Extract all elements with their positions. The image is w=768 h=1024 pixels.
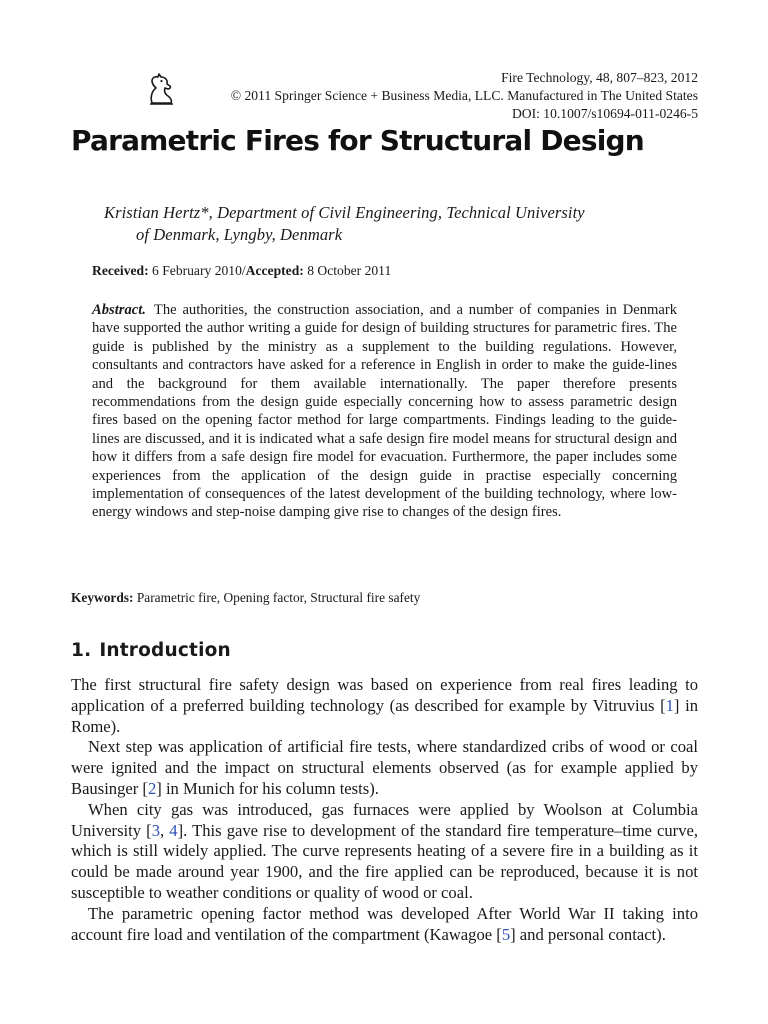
paragraph-text: When city gas was introduced, gas furnaces were applied by Woolson at Columbia University [ bbox=[71, 799, 698, 840]
paragraph-text: ] in Munich for his column tests). bbox=[156, 778, 379, 798]
paragraph-3 bbox=[71, 800, 698, 904]
accepted-label: Accepted: bbox=[245, 263, 304, 278]
citation-link-2[interactable]: 2 bbox=[147, 778, 157, 798]
springer-horse-logo-icon bbox=[146, 72, 176, 106]
paragraph-1 bbox=[71, 675, 698, 737]
citation-link-5[interactable]: 5 bbox=[501, 924, 511, 944]
doi-line: DOI: 10.1007/s10694-011-0246-5 bbox=[511, 106, 698, 121]
accepted-date: 8 October 2011 bbox=[303, 263, 392, 278]
keywords bbox=[71, 589, 420, 607]
keywords-value: Parametric fire, Opening factor, Structural fire safety bbox=[133, 590, 421, 605]
abstract-text: The authorities, the construction association, and a number of companies in Denmark have supported the author writing a guide for design of building structures for parametric fires. The guide is published by the ministry as a supplement to the building regulations. However, consultants and contractors have asked for a reference in English in order to make the guide-lines and the background for them available internationally. The paper therefore presents recommendations from the design guide especially concerning how to assess parametric design fires based on the opening factor method for large compartments. Findings leading to the guide-lines are discussed, and it is indicated what a safe design fire model means for structural design and how it differs from a safe design fire model for evacuation. Furthermore, the paper includes some experiences from the application of the design guide in practise especially concerning implementation of consequences of the latest development of the building technology, where low-energy windows and step-noise damping give rise to changes of the design fires. bbox=[92, 302, 677, 521]
section-heading-introduction bbox=[71, 640, 231, 661]
section-title: Introduction bbox=[99, 640, 231, 661]
paragraph-text: ] and personal contact). bbox=[510, 924, 666, 944]
paper-title: Parametric Fires for Structural Design bbox=[71, 124, 644, 157]
paragraph-text: The parametric opening factor method was developed After World War II taking into account fire load and ventilation of the compartment (Kawagoe [ bbox=[71, 903, 698, 944]
introduction-body bbox=[71, 675, 698, 945]
keywords-label: Keywords: bbox=[71, 590, 134, 605]
paragraph-text: Next step was application of artificial fire tests, where standardized cribs of wood or coal were ignited and the impact on structural elements observed (as for example applied by Bausinger [ bbox=[71, 737, 698, 798]
author-line-2: of Denmark, Lyngby, Denmark bbox=[136, 225, 343, 244]
paragraph-text: ] in Rome). bbox=[71, 695, 698, 736]
received-accepted-dates bbox=[92, 262, 391, 280]
journal-citation: Fire Technology, 48, 807–823, 2012 bbox=[501, 70, 698, 85]
paragraph-text: ]. This gave rise to development of the standard fire temperature–time curve, which is still widely applied. The curve represents heating of a severe fire in a building as it could be made around year 1900, and the fire applied can be reproduced, because it is not susceptible to weather conditions or quality of wood or coal. bbox=[71, 820, 699, 902]
citation-separator: , bbox=[160, 820, 170, 840]
citation-link-4[interactable]: 4 bbox=[169, 820, 178, 840]
citation-link-1[interactable]: 1 bbox=[665, 695, 674, 715]
received-date: 6 February 2010/ bbox=[148, 263, 246, 278]
journal-header bbox=[180, 69, 698, 123]
section-number: 1. bbox=[71, 640, 92, 661]
received-label: Received: bbox=[92, 263, 149, 278]
author-affiliation bbox=[104, 202, 664, 246]
citation-link-3[interactable]: 3 bbox=[151, 820, 160, 840]
author-line-1: Kristian Hertz*, Department of Civil Engineering, Technical University bbox=[104, 203, 585, 222]
paragraph-2 bbox=[71, 737, 698, 799]
paragraph-4 bbox=[71, 904, 698, 946]
paragraph-text: The first structural fire safety design was based on experience from real fires leading to application of a preferred building technology (as described for example by Vitruvius [ bbox=[71, 675, 698, 715]
abstract-label: Abstract. bbox=[92, 302, 146, 318]
abstract bbox=[92, 301, 677, 522]
copyright-notice: © 2011 Springer Science + Business Media, LLC. Manufactured in The United States bbox=[230, 88, 698, 103]
